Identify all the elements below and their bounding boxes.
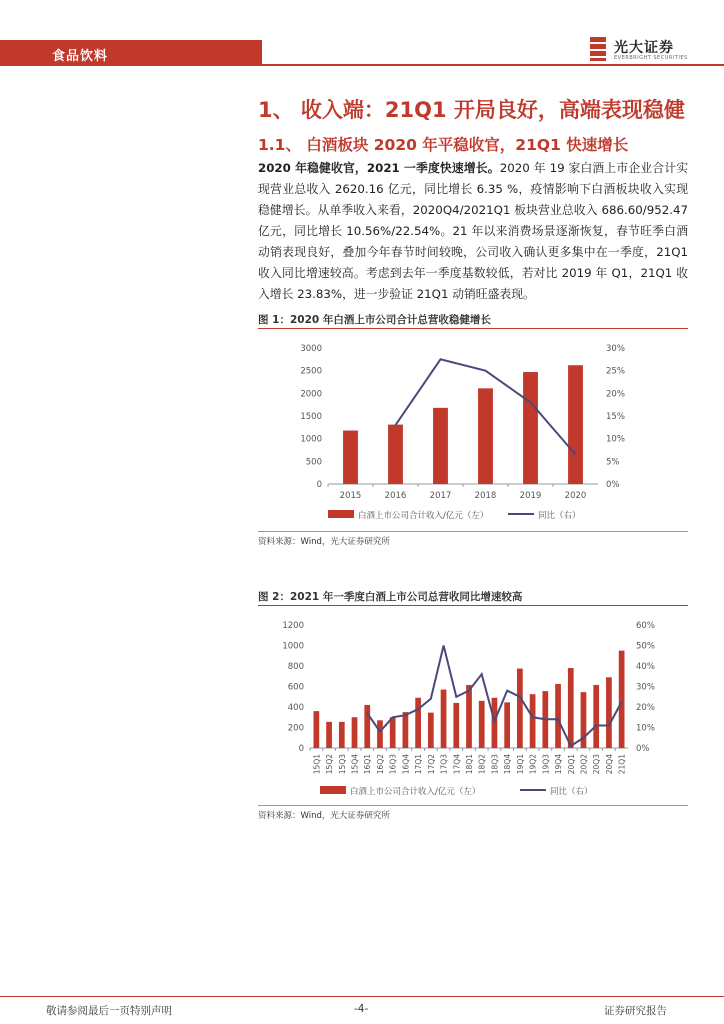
y-tick-left-1500: 1500 <box>300 412 322 422</box>
bar-2017 <box>433 408 448 484</box>
brand-logo <box>588 36 698 62</box>
bar-19Q4 <box>555 684 561 748</box>
y-tick-left-400: 400 <box>287 703 304 713</box>
y-tick-left-600: 600 <box>287 682 304 693</box>
x-tick-label-17Q1: 17Q1 <box>414 754 424 775</box>
x-tick-label-2017: 2017 <box>429 491 452 501</box>
y-tick-right-50%: 50% <box>636 641 655 652</box>
figure1-title: 图 1：2020 年白酒上市公司合计总营收稳健增长 <box>258 314 491 326</box>
x-tick-label-2020: 2020 <box>564 491 587 501</box>
figure2-title: 图 2：2021 年一季度白酒上市公司总营收同比增速较高 <box>258 591 523 603</box>
x-tick-label-18Q3: 18Q3 <box>490 754 500 775</box>
bar-15Q1 <box>313 711 319 748</box>
x-tick-label-16Q3: 16Q3 <box>388 754 398 775</box>
y-tick-right-5%: 5% <box>606 457 620 468</box>
bar-15Q2 <box>326 722 332 748</box>
y-tick-right-20%: 20% <box>606 389 625 400</box>
bar-15Q4 <box>352 717 358 748</box>
x-tick-label-20Q3: 20Q3 <box>592 754 602 775</box>
x-tick-label-2019: 2019 <box>519 491 542 501</box>
bar-17Q2 <box>428 713 434 748</box>
paragraph-lead: 2020 年稳健收官，2021 一季度快速增长。 <box>258 161 500 175</box>
bar-18Q1 <box>466 685 472 748</box>
y-tick-right-0%: 0% <box>606 480 620 490</box>
header-divider <box>0 64 724 66</box>
bar-17Q3 <box>441 690 447 748</box>
y-tick-right-60%: 60% <box>636 621 655 631</box>
legend-bar-swatch <box>320 786 346 794</box>
bar-17Q1 <box>415 698 421 748</box>
y-tick-right-10%: 10% <box>636 723 655 734</box>
bar-16Q2 <box>377 720 383 748</box>
footer-report-type: 证券研究报告 <box>604 1005 667 1017</box>
x-tick-label-18Q1: 18Q1 <box>465 754 474 775</box>
x-tick-label-17Q3: 17Q3 <box>439 754 449 775</box>
y-tick-left-2000: 2000 <box>300 389 322 400</box>
bar-2020 <box>568 365 583 484</box>
y-tick-right-20%: 20% <box>636 703 655 713</box>
legend-line-label: 同比（右） <box>538 511 581 521</box>
bar-16Q1 <box>364 705 370 748</box>
x-tick-label-18Q2: 18Q2 <box>477 754 487 775</box>
section-label: 食品饮料 <box>52 49 109 64</box>
x-tick-label-17Q2: 17Q2 <box>426 754 436 775</box>
y-tick-left-800: 800 <box>287 662 304 672</box>
y-tick-right-10%: 10% <box>606 434 625 445</box>
bar-20Q3 <box>593 685 599 748</box>
y-tick-left-0: 0 <box>316 480 322 490</box>
y-tick-left-500: 500 <box>305 457 322 468</box>
y-tick-right-30%: 30% <box>636 682 655 693</box>
bar-21Q1 <box>619 651 625 748</box>
y-tick-right-30%: 30% <box>606 344 625 354</box>
x-tick-label-19Q4: 19Q4 <box>554 754 564 775</box>
bar-19Q2 <box>530 694 536 748</box>
figure1-chart <box>258 334 688 530</box>
footer-disclaimer: 敬请参阅最后一页特别声明 <box>46 1005 172 1017</box>
figure1-bottom-rule <box>258 531 688 532</box>
x-tick-label-2015: 2015 <box>339 491 362 501</box>
x-tick-label-19Q3: 19Q3 <box>541 754 551 775</box>
footer-divider <box>0 996 724 997</box>
heading-1: 1、 收入端：21Q1 开局良好，高端表现稳健 <box>258 98 685 122</box>
bar-2016 <box>388 425 403 484</box>
bar-16Q3 <box>390 717 396 748</box>
y-tick-left-200: 200 <box>287 723 304 734</box>
bar-16Q4 <box>403 712 409 748</box>
y-tick-left-1000: 1000 <box>300 434 322 445</box>
x-tick-label-20Q4: 20Q4 <box>604 754 614 775</box>
bar-18Q4 <box>504 702 510 748</box>
heading-2: 1.1、 白酒板块 2020 年平稳收官，21Q1 快速增长 <box>258 136 629 154</box>
brand-name: 光大证券 <box>614 40 674 56</box>
bar-20Q4 <box>606 677 612 748</box>
y-tick-left-3000: 3000 <box>300 344 322 354</box>
y-tick-left-1200: 1200 <box>282 621 304 631</box>
y-tick-left-2500: 2500 <box>300 366 322 377</box>
y-tick-left-1000: 1000 <box>282 641 304 652</box>
bar-2018 <box>478 388 493 484</box>
brand-logo-icon <box>588 36 608 62</box>
bar-20Q1 <box>568 668 574 748</box>
x-tick-label-15Q4: 15Q4 <box>350 754 360 775</box>
x-tick-label-16Q2: 16Q2 <box>375 754 385 775</box>
figure2-source: 资料来源：Wind，光大证券研究所 <box>258 811 390 821</box>
bar-19Q1 <box>517 669 523 748</box>
x-tick-label-2016: 2016 <box>384 491 407 501</box>
x-tick-label-21Q1: 21Q1 <box>617 754 627 775</box>
legend-bar-swatch <box>328 510 354 518</box>
x-tick-label-15Q1: 15Q1 <box>312 754 322 775</box>
y-tick-right-15%: 15% <box>606 412 625 422</box>
legend-bar-label: 白酒上市公司合计收入/亿元（左） <box>350 787 481 797</box>
brand-subtitle: EVERBRIGHT SECURITIES <box>614 55 688 61</box>
section-tag <box>0 40 262 66</box>
x-tick-label-18Q4: 18Q4 <box>503 754 513 775</box>
x-tick-label-15Q3: 15Q3 <box>337 754 347 775</box>
paragraph-body: 2020 年 19 家白酒上市企业合计实现营业总收入 2620.16 亿元，同比增长 6.35 %，疫情影响下白酒板块收入实现稳健增长。从单季收入来看，2020Q4/2021Q1 板块营业总收入 686.60/952.47 亿元，同比增长 10.56%/22.54%。21 年以来消费场景逐渐恢复，春节旺季白酒动销表现良好，叠加今年春节时间较晚，公司收入确认更多集中在一季度，21Q1 收入同比增速较高。考虑到去年一季度基数较低，若对比 2019 年 Q1，21Q1 收入增长 23.83%，进一步验证 21Q1 动销旺盛表现。 <box>258 161 688 301</box>
bar-15Q3 <box>339 722 345 748</box>
figure2-top-rule <box>258 605 688 606</box>
legend-line-label: 同比（右） <box>550 787 593 797</box>
y-tick-left-0: 0 <box>298 744 304 754</box>
x-tick-label-2018: 2018 <box>474 491 497 501</box>
figure2-bottom-rule <box>258 805 688 806</box>
y-tick-right-25%: 25% <box>606 366 625 377</box>
body-paragraph <box>258 158 688 305</box>
legend-bar-label: 白酒上市公司合计收入/亿元（左） <box>358 511 489 521</box>
bar-17Q4 <box>453 703 459 748</box>
x-tick-label-17Q4: 17Q4 <box>452 754 462 775</box>
y-tick-right-0%: 0% <box>636 744 650 754</box>
x-tick-label-20Q2: 20Q2 <box>579 754 589 775</box>
x-tick-label-16Q4: 16Q4 <box>401 754 411 775</box>
y-tick-right-40%: 40% <box>636 662 655 672</box>
x-tick-label-15Q2: 15Q2 <box>325 754 335 775</box>
figure1-source: 资料来源：Wind，光大证券研究所 <box>258 537 390 547</box>
page-number: -4- <box>354 1003 369 1015</box>
x-tick-label-19Q1: 19Q1 <box>515 754 525 775</box>
bar-18Q2 <box>479 701 485 748</box>
bar-2015 <box>343 431 358 484</box>
x-tick-label-20Q1: 20Q1 <box>566 754 576 775</box>
figure1-top-rule <box>258 328 688 329</box>
figure2-chart <box>258 610 688 804</box>
x-tick-label-16Q1: 16Q1 <box>363 754 373 775</box>
bar-2019 <box>523 372 538 484</box>
x-tick-label-19Q2: 19Q2 <box>528 754 538 775</box>
